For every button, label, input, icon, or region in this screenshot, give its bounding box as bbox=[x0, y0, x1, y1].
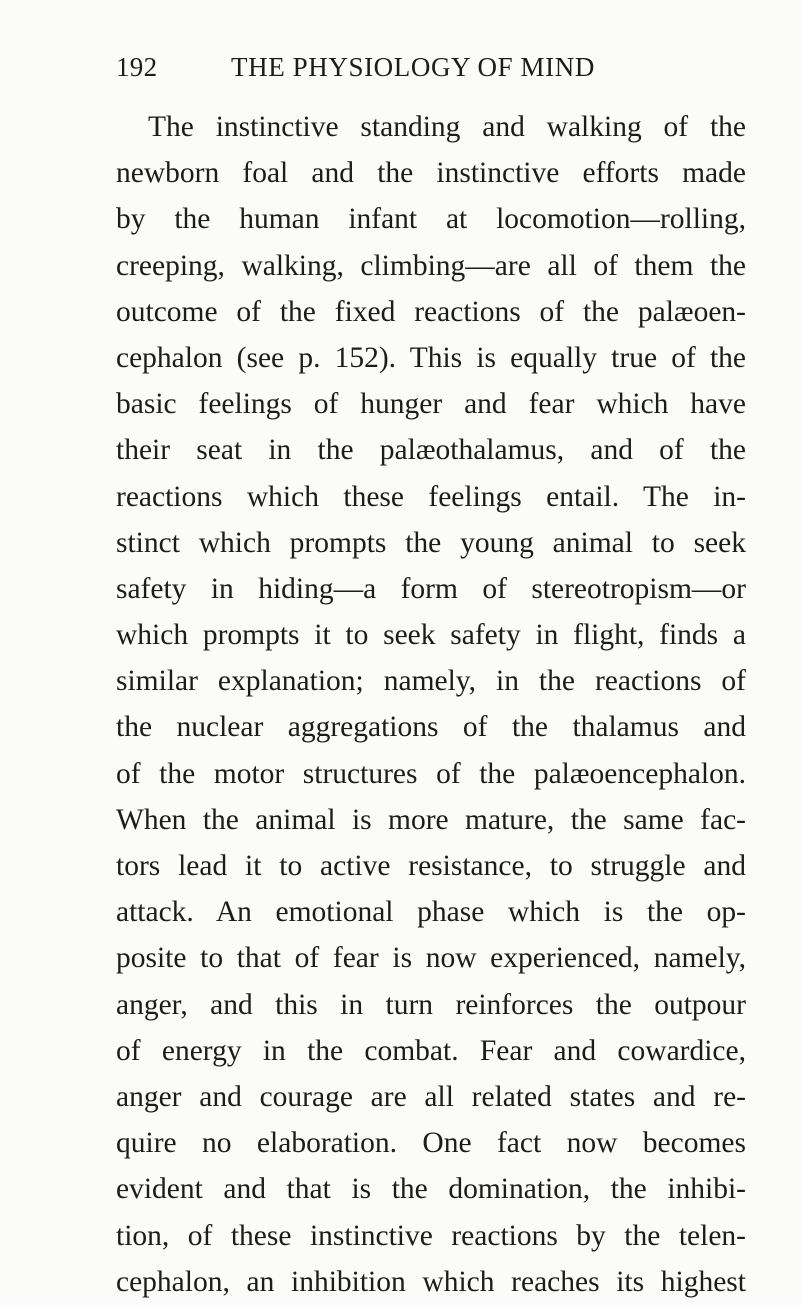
text-line: stinct which prompts the young animal to seek bbox=[116, 526, 746, 559]
page-number: 192 bbox=[116, 52, 158, 82]
body-text bbox=[116, 104, 746, 1305]
text-line: basic feelings of hunger and fear which have bbox=[116, 388, 746, 421]
text-line: anger and courage are all related states and re- bbox=[116, 1080, 746, 1113]
text-line: tion, of these instinctive reactions by the telen- bbox=[116, 1219, 746, 1252]
text-line: reactions which these feelings entail. The in- bbox=[116, 480, 746, 513]
text-line: of the motor structures of the palæoencephalon. bbox=[116, 757, 746, 790]
text-line: When the animal is more mature, the same fac- bbox=[116, 803, 746, 836]
text-line: which prompts it to seek safety in flight, finds a bbox=[116, 619, 746, 652]
text-line: attack. An emotional phase which is the op- bbox=[116, 896, 746, 929]
running-head bbox=[116, 52, 746, 92]
text-line: outcome of the fixed reactions of the palæoen- bbox=[116, 295, 746, 328]
text-line: quire no elaboration. One fact now becomes bbox=[116, 1127, 746, 1160]
text-line: newborn foal and the instinctive efforts made bbox=[116, 157, 746, 190]
text-line: anger, and this in turn reinforces the outpour bbox=[116, 988, 746, 1021]
text-line: similar explanation; namely, in the reactions of bbox=[116, 665, 746, 698]
text-line: tors lead it to active resistance, to struggle and bbox=[116, 850, 746, 882]
text-line: cephalon, an inhibition which reaches its highest bbox=[116, 1265, 746, 1298]
text-line: posite to that of fear is now experienced, namely, bbox=[116, 942, 746, 975]
text-line: cephalon (see p. 152). This is equally true of the bbox=[116, 341, 746, 374]
text-line: The instinctive standing and walking of the bbox=[148, 111, 746, 143]
text-line: by the human infant at locomotion—rolling, bbox=[116, 203, 746, 236]
text-line: safety in hiding—a form of stereotropism—or bbox=[116, 572, 746, 605]
text-line: their seat in the palæothalamus, and of the bbox=[116, 434, 746, 467]
running-title: THE PHYSIOLOGY OF MIND bbox=[231, 52, 595, 82]
text-line: of energy in the combat. Fear and cowardice, bbox=[116, 1034, 746, 1067]
text-line: the nuclear aggregations of the thalamus and bbox=[116, 711, 746, 744]
text-line: evident and that is the domination, the inhibi- bbox=[116, 1173, 746, 1206]
text-line: creeping, walking, climbing—are all of them the bbox=[116, 249, 746, 282]
